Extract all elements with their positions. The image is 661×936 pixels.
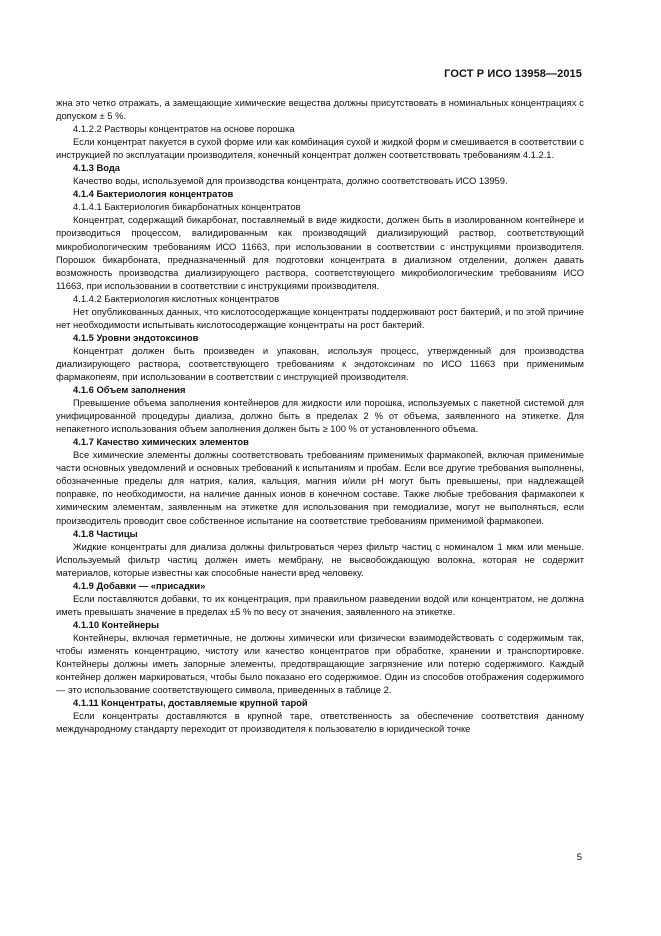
paragraph: Жидкие концентраты для диализа должны фильтроваться через фильтр частиц с номиналом 1 мкм или меньше. Используемый фильтр частиц должен иметь мембрану, не высвобождающую волокна, которая не содержит материалов, которые известны как способные нанести вред человеку.: [56, 540, 584, 578]
document-body: [56, 96, 584, 735]
paragraph: Если поставляются добавки, то их концентрация, при правильном разведении водой или концентратом, не должна иметь превышать значение в пределах ±5 % по весу от значения, заявленного на этикетке.: [56, 592, 584, 617]
page-number: 5: [576, 851, 582, 862]
paragraph: Все химические элементы должны соответствовать требованиям применимых фармакопей, включая применимые части основных уведомлений и основных требований к испытаниям и пробам. Если все другие требования выполнены, обозначенные пределы для натрия, калия, кальция, магния и/или pH могут быть превышены, при надлежащей поправке, по необходимости, на наличие данных ионов в конечном составе. Также любые требования фармакопеи к химическим элементам, заявленным на этикетке для использования при гемодиализе, могут не выполняться, если производитель проводит свое собственное испытание на соответствие требованиям применимой фармакопеи.: [56, 449, 584, 526]
section-heading: 4.1.11 Концентраты, доставляемые крупной тарой: [73, 697, 308, 709]
paragraph: жна это четко отражать, а замещающие химические вещества должны присутствовать в номинальных концентрациях с допуском ± 5 %.: [56, 97, 584, 122]
section-heading: 4.1.7 Качество химических элементов: [73, 436, 249, 448]
section-heading: 4.1.9 Добавки — «присадки»: [73, 579, 206, 591]
paragraph: Нет опубликованных данных, что кислотосодержащие концентраты поддерживают рост бактерий, и по этой причине нет необходимости испытывать кислотосодержащие концентраты на рост бактерий.: [56, 305, 584, 330]
paragraph: Концентрат, содержащий бикарбонат, поставляемый в виде жидкости, должен быть в изолированном контейнере и производиться процессом, валидированным как производящий диализирующий раствор, соответствующий микробиологическим требованиям ИСО 11663, при использовании в соответствии с инструкциями производителя. Порошок бикарбоната, предназначенный для подготовки концентрата в диализном отделении, должен давать возможность производства диализирующего раствора, соответствующего микробиологическим требованиям ИСО 11663, при использовании в соответствии с инструкциями производителя.: [56, 214, 584, 291]
section-heading: 4.1.10 Контейнеры: [73, 618, 159, 630]
subsection-title: 4.1.2.2 Растворы концентратов на основе порошка: [73, 123, 295, 135]
paragraph: Если концентраты доставляются в крупной таре, ответственность за обеспечение соответствия данному международному стандарту переходит от производителя к пользователю в юридической точке: [56, 710, 584, 735]
section-heading: 4.1.5 Уровни эндотоксинов: [73, 331, 199, 343]
section-heading: 4.1.8 Частицы: [73, 527, 138, 539]
subsection-title: 4.1.4.2 Бактериология кислотных концентратов: [73, 292, 280, 304]
paragraph: Качество воды, используемой для производства концентрата, должно соответствовать ИСО 13959.: [73, 175, 508, 187]
paragraph: Если концентрат пакуется в сухой форме или как комбинация сухой и жидкой форм и смешивается в соответствии с инструкцией по эксплуатации производителя, конечный концентрат должен соответствовать требованиям 4.1.2.1.: [56, 136, 584, 161]
paragraph: Контейнеры, включая герметичные, не должны химически или физически взаимодействовать с содержимым так, чтобы изменять концентрацию, чистоту или качество концентратов при обработке, хранении и транспортировке. Контейнеры должны иметь запорные элементы, предотвращающие загрязнение или потерю содержимого. Каждый контейнер должен маркироваться, чтобы было показано его содержимое. Один из способов отображения содержимого — это использование соответствующего символа, приведенных в таблице 2.: [56, 631, 584, 696]
paragraph: Концентрат должен быть произведен и упакован, используя процесс, утвержденный для производства диализирующего раствора, соответствующего требованиям к эндотоксинам по ИСО 11663 при применимым фармакопеям, при использовании в соответствии с инструкцией производителя.: [56, 344, 584, 382]
subsection-title: 4.1.4.1 Бактериология бикарбонатных концентратов: [73, 201, 301, 213]
paragraph: Превышение объема заполнения контейнеров для жидкости или порошка, используемых с пакетной системой для унифицированной процедуры диализа, должно быть в пределах 2 % от объема, заявленного на этикетке. Для непакетного использования объем заполнения должен быть ≥ 100 % от установленного объема.: [56, 397, 584, 435]
section-heading: 4.1.6 Объем заполнения: [73, 384, 186, 396]
document-header: ГОСТ Р ИСО 13958—2015: [444, 68, 582, 80]
section-heading: 4.1.3 Вода: [73, 162, 120, 174]
section-heading: 4.1.4 Бактериология концентратов: [73, 188, 234, 200]
